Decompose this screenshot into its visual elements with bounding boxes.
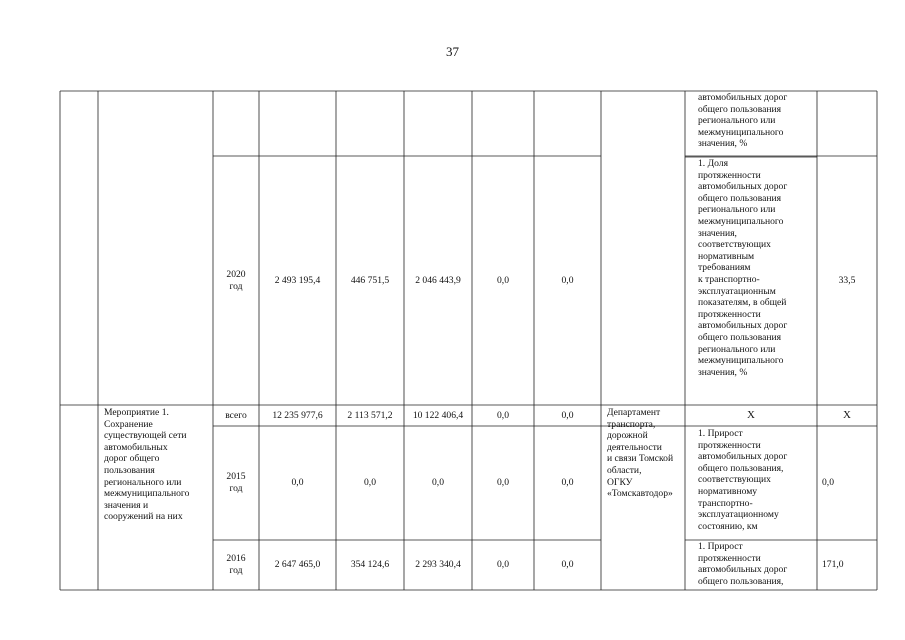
local-2015: 0,0 — [497, 477, 509, 489]
value-total: Х — [843, 408, 851, 421]
indicator-2015: 1. Прирост протяженности автомобильных дорог общего пользования, соответствующих нормативному транспортно- эксплуатационному состоянию, км — [698, 428, 788, 532]
federal-2020: 446 751,5 — [350, 275, 390, 287]
indicator-total: Х — [747, 408, 755, 421]
other-all: 0,0 — [561, 409, 574, 421]
indicator-2020: 1. Доля протяженности автомобильных дорог общего пользования регионального или межмуниципального значения, соответствующих нормативным требованиям к транспортно- эксплуатационным показателям, в общей протяженности автомобильных дорог общего пользования регионального или межмуниципального значения, % — [698, 158, 788, 378]
other-2020: 0,0 — [561, 275, 574, 287]
year-2016-label: 2016 год — [226, 553, 246, 576]
regional-2020: 2 046 443,9 — [415, 275, 461, 287]
other-2016: 0,0 — [561, 559, 574, 571]
total-2015: 0,0 — [291, 477, 304, 489]
other-2015: 0,0 — [561, 477, 574, 489]
local-all: 0,0 — [497, 409, 509, 421]
page-number: 37 — [446, 44, 459, 59]
total-2020: 2 493 195,4 — [274, 275, 321, 287]
event-name: Мероприятие 1. Сохранение существующей сети автомобильных дорог общего пользования регионального или межмуниципального значения и сооружений на них — [104, 407, 190, 523]
total-2016: 2 647 465,0 — [274, 559, 321, 571]
value-2015: 0,0 — [822, 477, 834, 489]
federal-all: 2 113 571,2 — [347, 409, 393, 421]
regional-all: 10 122 406,4 — [412, 409, 464, 421]
year-2020-label: 2020 год — [226, 269, 246, 292]
year-total-label: всего — [225, 409, 247, 421]
federal-2015: 0,0 — [364, 477, 376, 489]
value-2016: 171,0 — [822, 559, 844, 571]
local-2020: 0,0 — [497, 275, 509, 287]
regional-2016: 2 293 340,4 — [415, 559, 461, 571]
total-all: 12 235 977,6 — [272, 409, 323, 421]
regional-2015: 0,0 — [432, 477, 444, 489]
indicator-top-text: автомобильных дорог общего пользования регионального или межмуниципального значения, % — [698, 92, 788, 150]
local-2016: 0,0 — [497, 559, 509, 571]
indicator-2016: 1. Прирост протяженности автомобильных дорог общего пользования, — [698, 541, 788, 587]
federal-2016: 354 124,6 — [350, 559, 390, 571]
year-2015-label: 2015 год — [226, 471, 246, 494]
executor: Департамент транспорта, дорожной деятельности и связи Томской области, ОГКУ «Томскавтодор» — [607, 407, 674, 500]
value-2020: 33,5 — [838, 275, 856, 287]
